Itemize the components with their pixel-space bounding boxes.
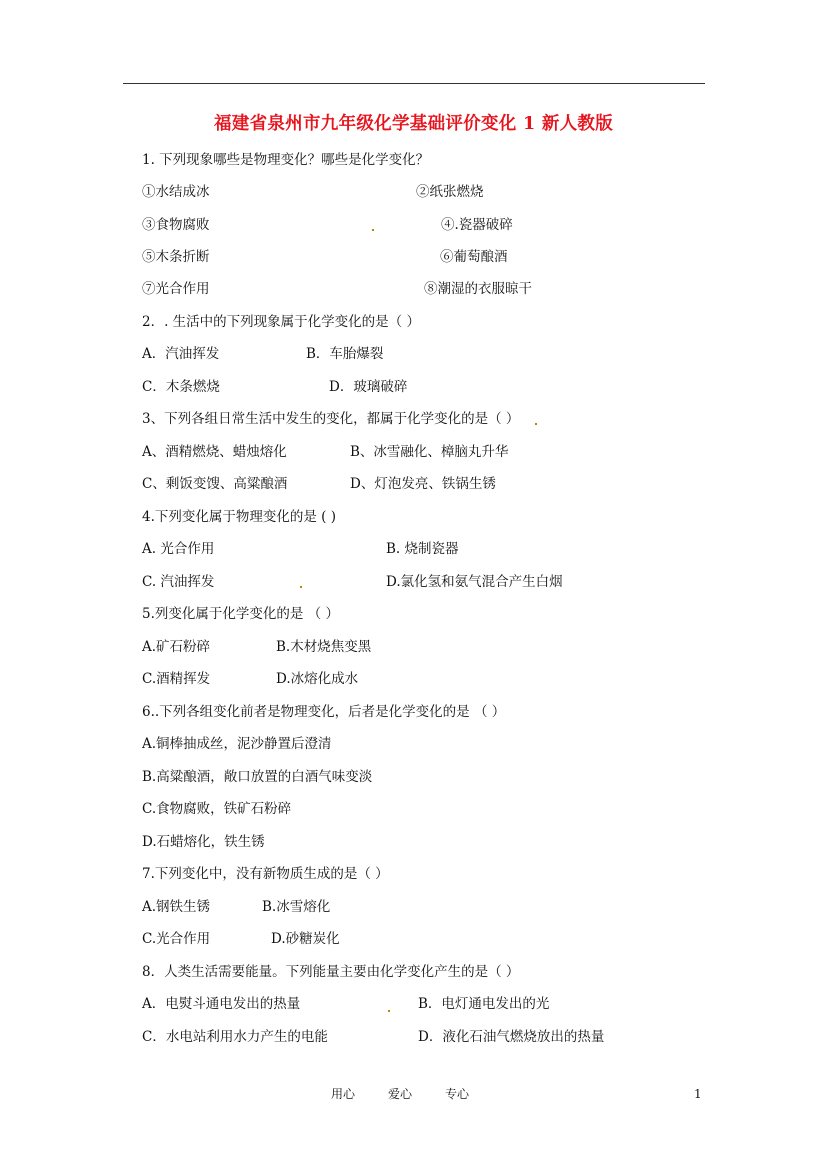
q1-item: ⑥葡萄酿酒 xyxy=(440,249,508,265)
q1-item: ④.瓷器破碎 xyxy=(441,217,513,233)
q6-option: B.高粱酿酒，敞口放置的白酒气味变淡 xyxy=(142,769,373,785)
q2-option: C．木条燃烧 xyxy=(142,379,220,395)
q7-option: C.光合作用 xyxy=(142,931,211,947)
q6-stem: 6..下列各组变化前者是物理变化，后者是化学变化的是 （ ） xyxy=(142,704,506,720)
q2-option: A．汽油挥发 xyxy=(142,346,220,362)
q5-option: C.酒精挥发 xyxy=(142,671,211,687)
q4-option: B. 烧制瓷器 xyxy=(386,541,459,557)
q1-item: ③食物腐败 xyxy=(142,217,210,233)
footer-item: 用心 xyxy=(331,1087,356,1101)
q5-option: B.木材烧焦变黑 xyxy=(276,639,372,655)
q1-item: ②纸张燃烧 xyxy=(416,184,484,200)
page-number: 1 xyxy=(694,1087,702,1101)
q7-option: D.砂糖炭化 xyxy=(271,931,340,947)
q4-option: A. 光合作用 xyxy=(142,541,215,557)
stray-dot xyxy=(300,586,302,588)
header-rule xyxy=(123,83,705,84)
q5-stem: 5.列变化属于化学变化的是 （ ） xyxy=(142,606,339,622)
q3-option: A、酒精燃烧、蜡烛熔化 xyxy=(142,444,287,460)
q6-option: C.食物腐败，铁矿石粉碎 xyxy=(142,801,292,817)
q3-option: D、灯泡发亮、铁锅生锈 xyxy=(350,476,496,492)
q4-stem: 4.下列变化属于物理变化的是 ( ) xyxy=(142,509,336,525)
q3-stem: 3、下列各组日常生活中发生的变化，都属于化学变化的是（ ） xyxy=(142,411,520,427)
q1-item: ①水结成冰 xyxy=(142,184,210,200)
stray-dot xyxy=(372,229,374,231)
q2-option: D．玻璃破碎 xyxy=(329,379,408,395)
q2-option: B．车胎爆裂 xyxy=(306,346,384,362)
q1-item: ⑦光合作用 xyxy=(142,281,210,297)
q8-stem: 8．人类生活需要能量。下列能量主要由化学变化产生的是（ ） xyxy=(142,964,520,980)
q2-stem: 2．. 生活中的下列现象属于化学变化的是（ ） xyxy=(142,314,420,330)
footer-item: 爱心 xyxy=(388,1087,413,1101)
q6-option: D.石蜡熔化，铁生锈 xyxy=(142,834,265,850)
q8-option: D．液化石油气燃烧放出的热量 xyxy=(418,1029,605,1045)
q8-option: B．电灯通电发出的光 xyxy=(418,996,550,1012)
q1-stem: 1. 下列现象哪些是物理变化？哪些是化学变化？ xyxy=(142,152,430,168)
q3-option: C、剩饭变馊、高粱酿酒 xyxy=(142,476,288,492)
q8-option: A．电熨斗通电发出的热量 xyxy=(142,996,301,1012)
q5-option: A.矿石粉碎 xyxy=(142,639,211,655)
q7-option: A.钢铁生锈 xyxy=(142,899,211,915)
q4-option: C. 汽油挥发 xyxy=(142,574,215,590)
q7-option: B.冰雪熔化 xyxy=(262,899,331,915)
footer-item: 专心 xyxy=(445,1087,470,1101)
q3-option: B、冰雪融化、樟脑丸升华 xyxy=(350,444,509,460)
stray-dot xyxy=(535,423,537,425)
q1-item: ⑧潮湿的衣服晾干 xyxy=(424,281,532,297)
page-title: 福建省泉州市九年级化学基础评价变化 1 新人教版 xyxy=(213,114,614,134)
q8-option: C．水电站利用水力产生的电能 xyxy=(142,1029,328,1045)
q1-item: ⑤木条折断 xyxy=(142,249,210,265)
q5-option: D.冰熔化成水 xyxy=(276,671,359,687)
q6-option: A.铜棒抽成丝，泥沙静置后澄清 xyxy=(142,736,332,752)
q4-option: D.氯化氢和氨气混合产生白烟 xyxy=(386,574,563,590)
q7-stem: 7.下列变化中，没有新物质生成的是（ ） xyxy=(142,866,389,882)
stray-dot xyxy=(388,1010,390,1012)
